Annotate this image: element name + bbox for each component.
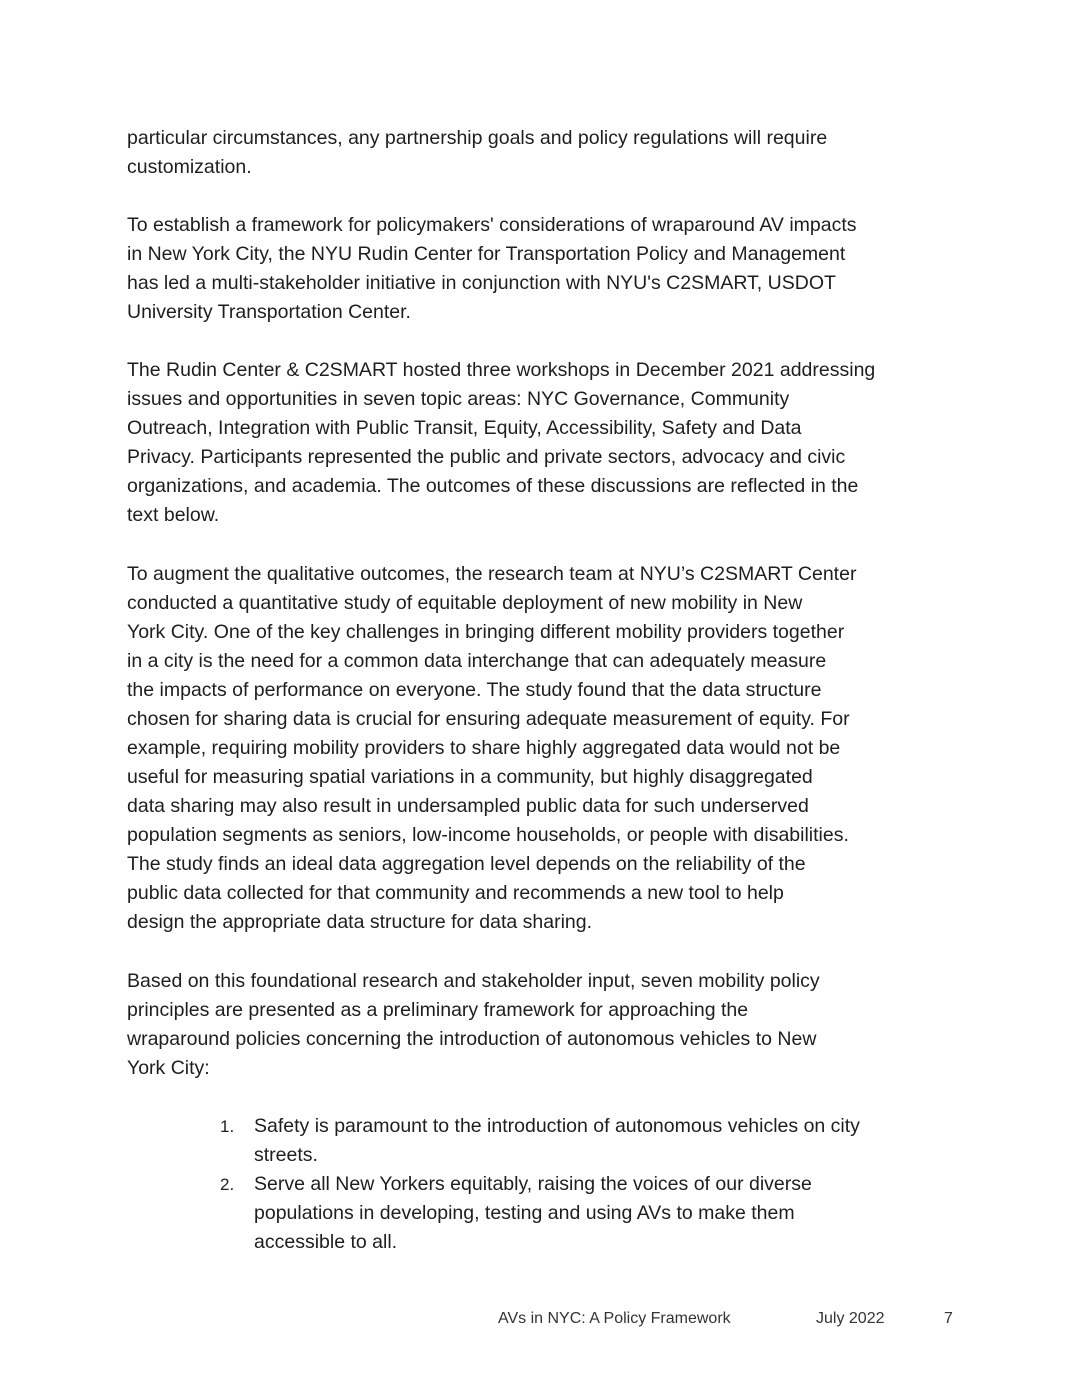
text-line: customization. xyxy=(127,156,252,178)
list-number: 1. xyxy=(220,1117,235,1136)
text-line: in a city is the need for a common data interchange that can adequately measure xyxy=(127,650,827,672)
text-line: example, requiring mobility providers to share highly aggregated data would not be xyxy=(127,737,841,759)
text-line: populations in developing, testing and using AVs to make them xyxy=(254,1202,795,1224)
text-line: issues and opportunities in seven topic areas: NYC Governance, Community xyxy=(127,388,790,410)
text-line: conducted a quantitative study of equitable deployment of new mobility in New xyxy=(127,592,803,614)
text-line: in New York City, the NYU Rudin Center for Transportation Policy and Management xyxy=(127,243,846,265)
paragraph-5 xyxy=(127,967,967,1083)
text-line: has led a multi-stakeholder initiative in conjunction with NYU's C2SMART, USDOT xyxy=(127,272,836,294)
text-line: organizations, and academia. The outcomes of these discussions are reflected in the xyxy=(127,475,859,497)
text-line: The Rudin Center & C2SMART hosted three workshops in December 2021 addressing xyxy=(127,359,876,381)
paragraph-4 xyxy=(127,560,967,937)
text-line: streets. xyxy=(254,1144,318,1166)
list-number: 2. xyxy=(220,1175,235,1194)
paragraph-1 xyxy=(127,124,967,182)
text-line: text below. xyxy=(127,504,220,526)
footer-date: July 2022 xyxy=(816,1310,885,1327)
text-line: useful for measuring spatial variations in a community, but highly disaggregated xyxy=(127,766,813,788)
text-line: York City: xyxy=(127,1057,210,1079)
text-line: Privacy. Participants represented the public and private sectors, advocacy and civic xyxy=(127,446,846,468)
text-line: Safety is paramount to the introduction of autonomous vehicles on city xyxy=(254,1115,860,1137)
text-line: chosen for sharing data is crucial for ensuring adequate measurement of equity. For xyxy=(127,708,850,730)
text-line: wraparound policies concerning the introduction of autonomous vehicles to New xyxy=(127,1028,817,1050)
text-line: the impacts of performance on everyone. The study found that the data structure xyxy=(127,679,822,701)
text-line: data sharing may also result in undersampled public data for such underserved xyxy=(127,795,809,817)
text-line: population segments as seniors, low-income households, or people with disabilities. xyxy=(127,824,849,846)
text-line: The study finds an ideal data aggregation level depends on the reliability of the xyxy=(127,853,806,875)
text-line: accessible to all. xyxy=(254,1231,398,1253)
text-line: University Transportation Center. xyxy=(127,301,411,323)
page-number: 7 xyxy=(944,1310,953,1327)
text-line: Outreach, Integration with Public Transit, Equity, Accessibility, Safety and Data xyxy=(127,417,802,439)
paragraph-2 xyxy=(127,211,967,327)
text-line: design the appropriate data structure for data sharing. xyxy=(127,911,593,933)
text-line: To augment the qualitative outcomes, the research team at NYU’s C2SMART Center xyxy=(127,563,857,585)
text-line: principles are presented as a preliminary framework for approaching the xyxy=(127,999,749,1021)
text-line: To establish a framework for policymakers' considerations of wraparound AV impacts xyxy=(127,214,857,236)
text-line: particular circumstances, any partnership goals and policy regulations will require xyxy=(127,127,828,149)
text-line: Based on this foundational research and stakeholder input, seven mobility policy xyxy=(127,970,820,992)
paragraph-3 xyxy=(127,356,967,530)
text-line: Serve all New Yorkers equitably, raising the voices of our diverse xyxy=(254,1173,812,1195)
text-line: public data collected for that community and recommends a new tool to help xyxy=(127,882,784,904)
text-line: York City. One of the key challenges in bringing different mobility providers together xyxy=(127,621,845,643)
footer-title: AVs in NYC: A Policy Framework xyxy=(498,1310,731,1327)
